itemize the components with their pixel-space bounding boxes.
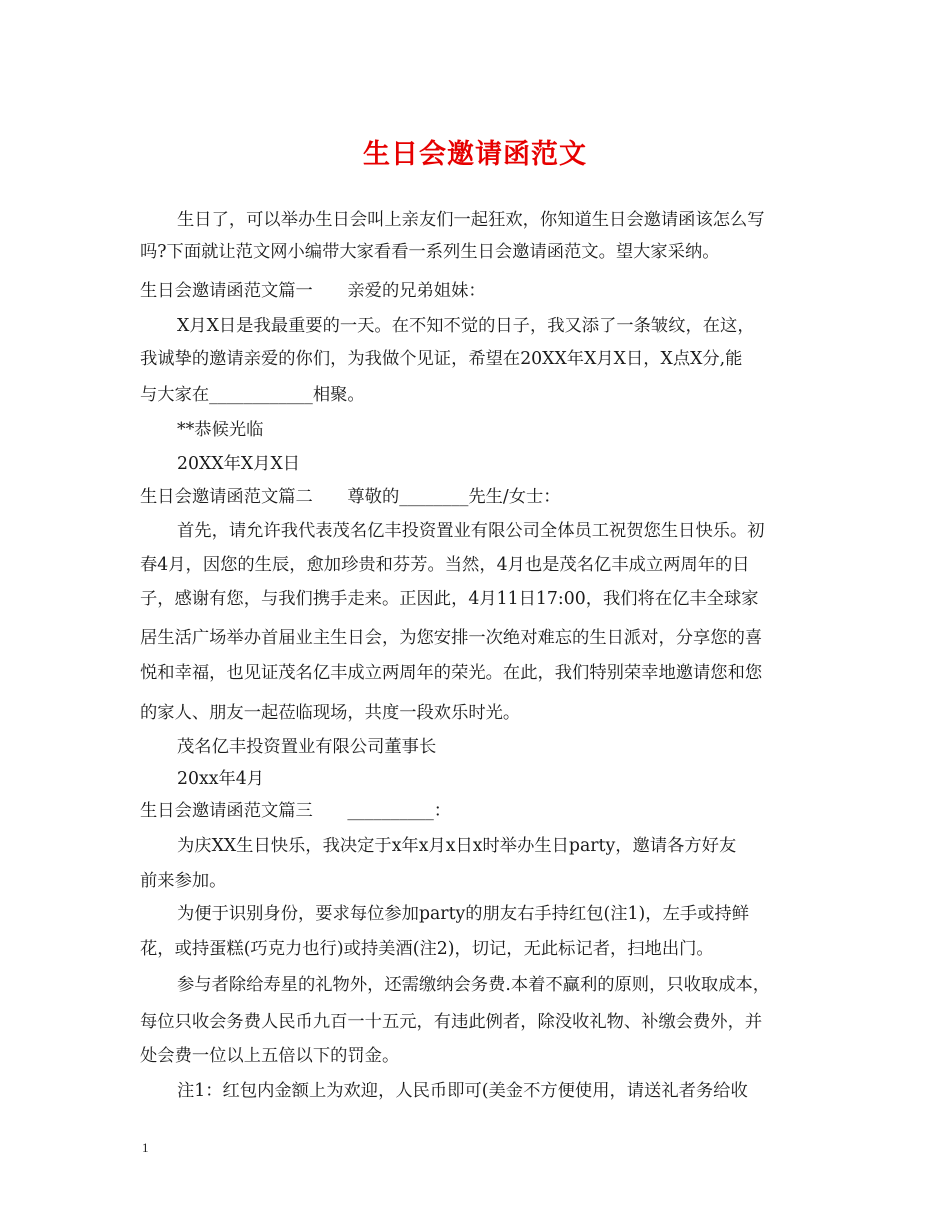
paragraph-line: 花，或持蛋糕(巧克力也行)或持美酒(注2)，切记，无此标记者，扫地出门。 <box>140 939 714 959</box>
paragraph-line: 处会费一位以上五倍以下的罚金。 <box>140 1046 400 1066</box>
paragraph-line: 前来参加。 <box>140 871 227 891</box>
paragraph-line: X月X日是我最重要的一天。在不知不觉的日子，我又添了一条皱纹，在这， <box>177 316 755 336</box>
intro-line-2: 吗?下面就让范文网小编带大家看看一系列生日会邀请函范文。望大家采纳。 <box>140 242 720 262</box>
paragraph-line: 为便于识别身份，要求每位参加party的朋友右手持红包(注1)，左手或持鲜 <box>177 904 749 924</box>
paragraph-line: 的家人、朋友一起莅临现场，共度一段欢乐时光。 <box>140 703 521 723</box>
paragraph-line: 与大家在____________相聚。 <box>140 385 365 405</box>
paragraph-line: 悦和幸福，也见证茂名亿丰成立两周年的荣光。在此，我们特别荣幸地邀请您和您 <box>140 663 763 683</box>
paragraph-line: 注1：红包内金额上为欢迎，人民币即可(美金不方便使用，请送礼者务给收 <box>177 1081 748 1101</box>
closing-line: **恭候光临 <box>177 420 264 440</box>
paragraph-line: 每位只收会务费人民币九百一十五元，有违此例者，除没收礼物、补缴会费外，并 <box>140 1012 763 1032</box>
date-line: 20XX年X月X日 <box>177 454 301 474</box>
paragraph-line: 首先，请允许我代表茂名亿丰投资置业有限公司全体员工祝贺您生日快乐。初 <box>177 521 765 541</box>
section-heading-3: 生日会邀请函范文篇三 __________： <box>140 801 452 821</box>
paragraph-line: 为庆XX生日快乐，我决定于x年x月x日x时举办生日party，邀请各方好友 <box>177 836 737 856</box>
section-heading-2: 生日会邀请函范文篇二 尊敬的________先生/女士： <box>140 487 561 507</box>
paragraph-line: 春4月，因您的生辰，愈加珍贵和芬芳。当然，4月也是茂名亿丰成立两周年的日 <box>140 555 750 575</box>
intro-line-1: 生日了，可以举办生日会叫上亲友们一起狂欢，你知道生日会邀请函该怎么写 <box>177 210 765 230</box>
page-number: 1 <box>142 1140 149 1155</box>
signature-line: 茂名亿丰投资置业有限公司董事长 <box>177 737 437 757</box>
paragraph-line: 我诚挚的邀请亲爱的你们，为我做个见证，希望在20XX年X月X日，X点X分,能 <box>140 349 743 369</box>
date-line: 20xx年4月 <box>177 769 265 789</box>
paragraph-line: 子，感谢有您，与我们携手走来。正因此，4月11日17:00，我们将在亿丰全球家 <box>140 589 759 609</box>
section-heading-1: 生日会邀请函范文篇一 亲爱的兄弟姐妹： <box>140 281 486 301</box>
document-title: 生日会邀请函范文 <box>363 139 587 170</box>
paragraph-line: 参与者除给寿星的礼物外，还需缴纳会务费.本着不赢利的原则，只收取成本， <box>177 975 771 995</box>
paragraph-line: 居生活广场举办首届业主生日会，为您安排一次绝对难忘的生日派对，分享您的喜 <box>140 628 763 648</box>
